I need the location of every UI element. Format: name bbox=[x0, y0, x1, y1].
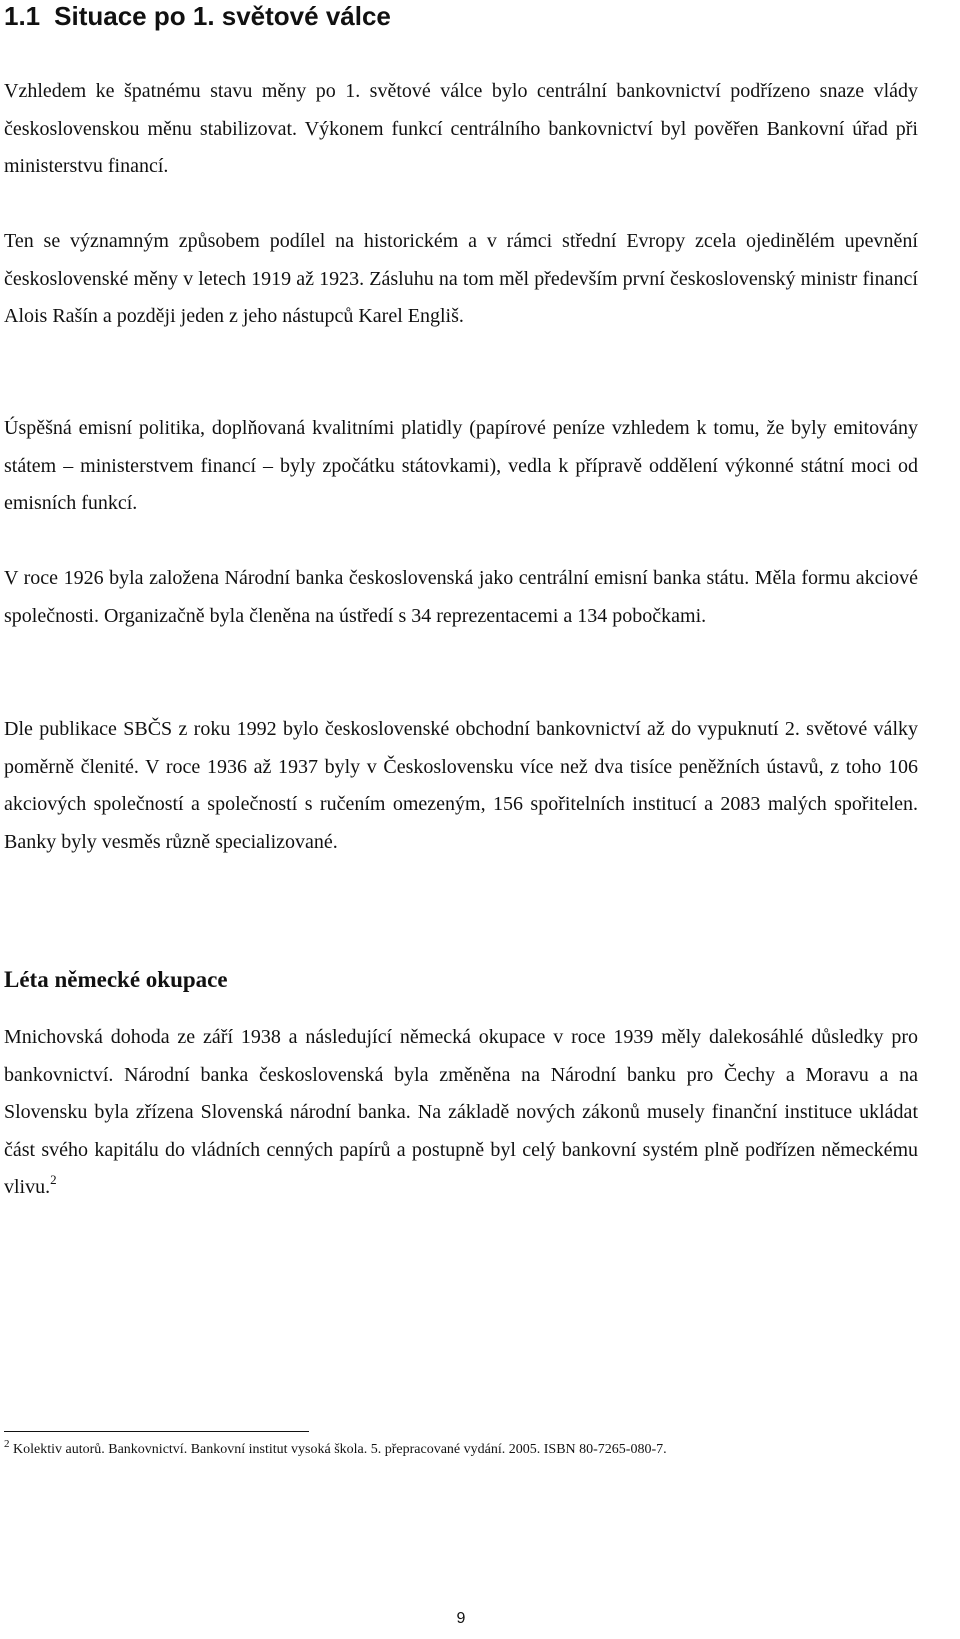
subheading: Léta německé okupace bbox=[4, 967, 228, 992]
paragraph-4: V roce 1926 byla založena Národní banka československá jako centrální emisní banka státu. Měla formu akciové společnosti. Organizačně byla členěna na ústředí s 34 reprezentacemi a 134 pobočkami. bbox=[4, 567, 918, 627]
occupation-text: Mnichovská dohoda ze září 1938 a následující německá okupace v roce 1939 měly dalekosáhlé důsledky pro bankovnictví. Národní banka československá byla změněna na Národní banku pro Čechy a Moravu a na Slovensku byla zřízena Slovenská národní banka. Na základě nových zákonů musely finanční instituce ukládat část svého kapitálu do vládních cenných papírů a postupně byl celý bankovní systém plně podřízen německému vlivu. bbox=[4, 1026, 918, 1198]
paragraph-5: Dle publikace SBČS z roku 1992 bylo československé obchodní bankovnictví až do vypuknutí 2. světové války poměrně členité. V roce 1936 až 1937 byly v Československu více než dva tisíce peněžních ústavů, z toho 106 akciových společností a společností s ručením omezeným, 156 spořitelních institucí a 2083 malých spořitelen. Banky byly vesměs různě specializované. bbox=[4, 718, 918, 853]
footnote bbox=[4, 1437, 667, 1463]
footnote-reference: 2 bbox=[50, 1172, 57, 1187]
paragraph-occupation bbox=[4, 1019, 918, 1207]
paragraph-1: Vzhledem ke špatnému stavu měny po 1. světové válce bylo centrální bankovnictví podřízeno snaze vlády československou měnu stabilizovat. Výkonem funkcí centrálního bankovnictví byl pověřen Bankovní úřad při ministerstvu financí. bbox=[4, 80, 918, 177]
section-heading bbox=[4, 0, 391, 32]
footnote-mark: 2 bbox=[4, 1438, 10, 1450]
footnote-text: Kolektiv autorů. Bankovnictví. Bankovní institut vysoká škola. 5. přepracované vydání. 2005. ISBN 80-7265-080-7. bbox=[13, 1442, 667, 1457]
page-number: 9 bbox=[456, 1610, 466, 1627]
paragraph-2: Ten se významným způsobem podílel na historickém a v rámci střední Evropy zcela ojedinělém upevnění československé měny v letech 1919 až 1923. Zásluhu na tom měl především první československý ministr financí Alois Rašín a později jeden z jeho nástupců Karel Engliš. bbox=[4, 230, 918, 327]
paragraph-3: Úspěšná emisní politika, doplňovaná kvalitními platidly (papírové peníze vzhledem k tomu, že byly emitovány státem – ministerstvem financí – byly zpočátku státovkami), vedla k přípravě oddělení výkonné státní moci od emisních funkcí. bbox=[4, 417, 918, 514]
section-number: 1.1 bbox=[4, 1, 41, 31]
footnote-separator bbox=[4, 1431, 309, 1432]
section-title: Situace po 1. světové válce bbox=[54, 1, 391, 31]
